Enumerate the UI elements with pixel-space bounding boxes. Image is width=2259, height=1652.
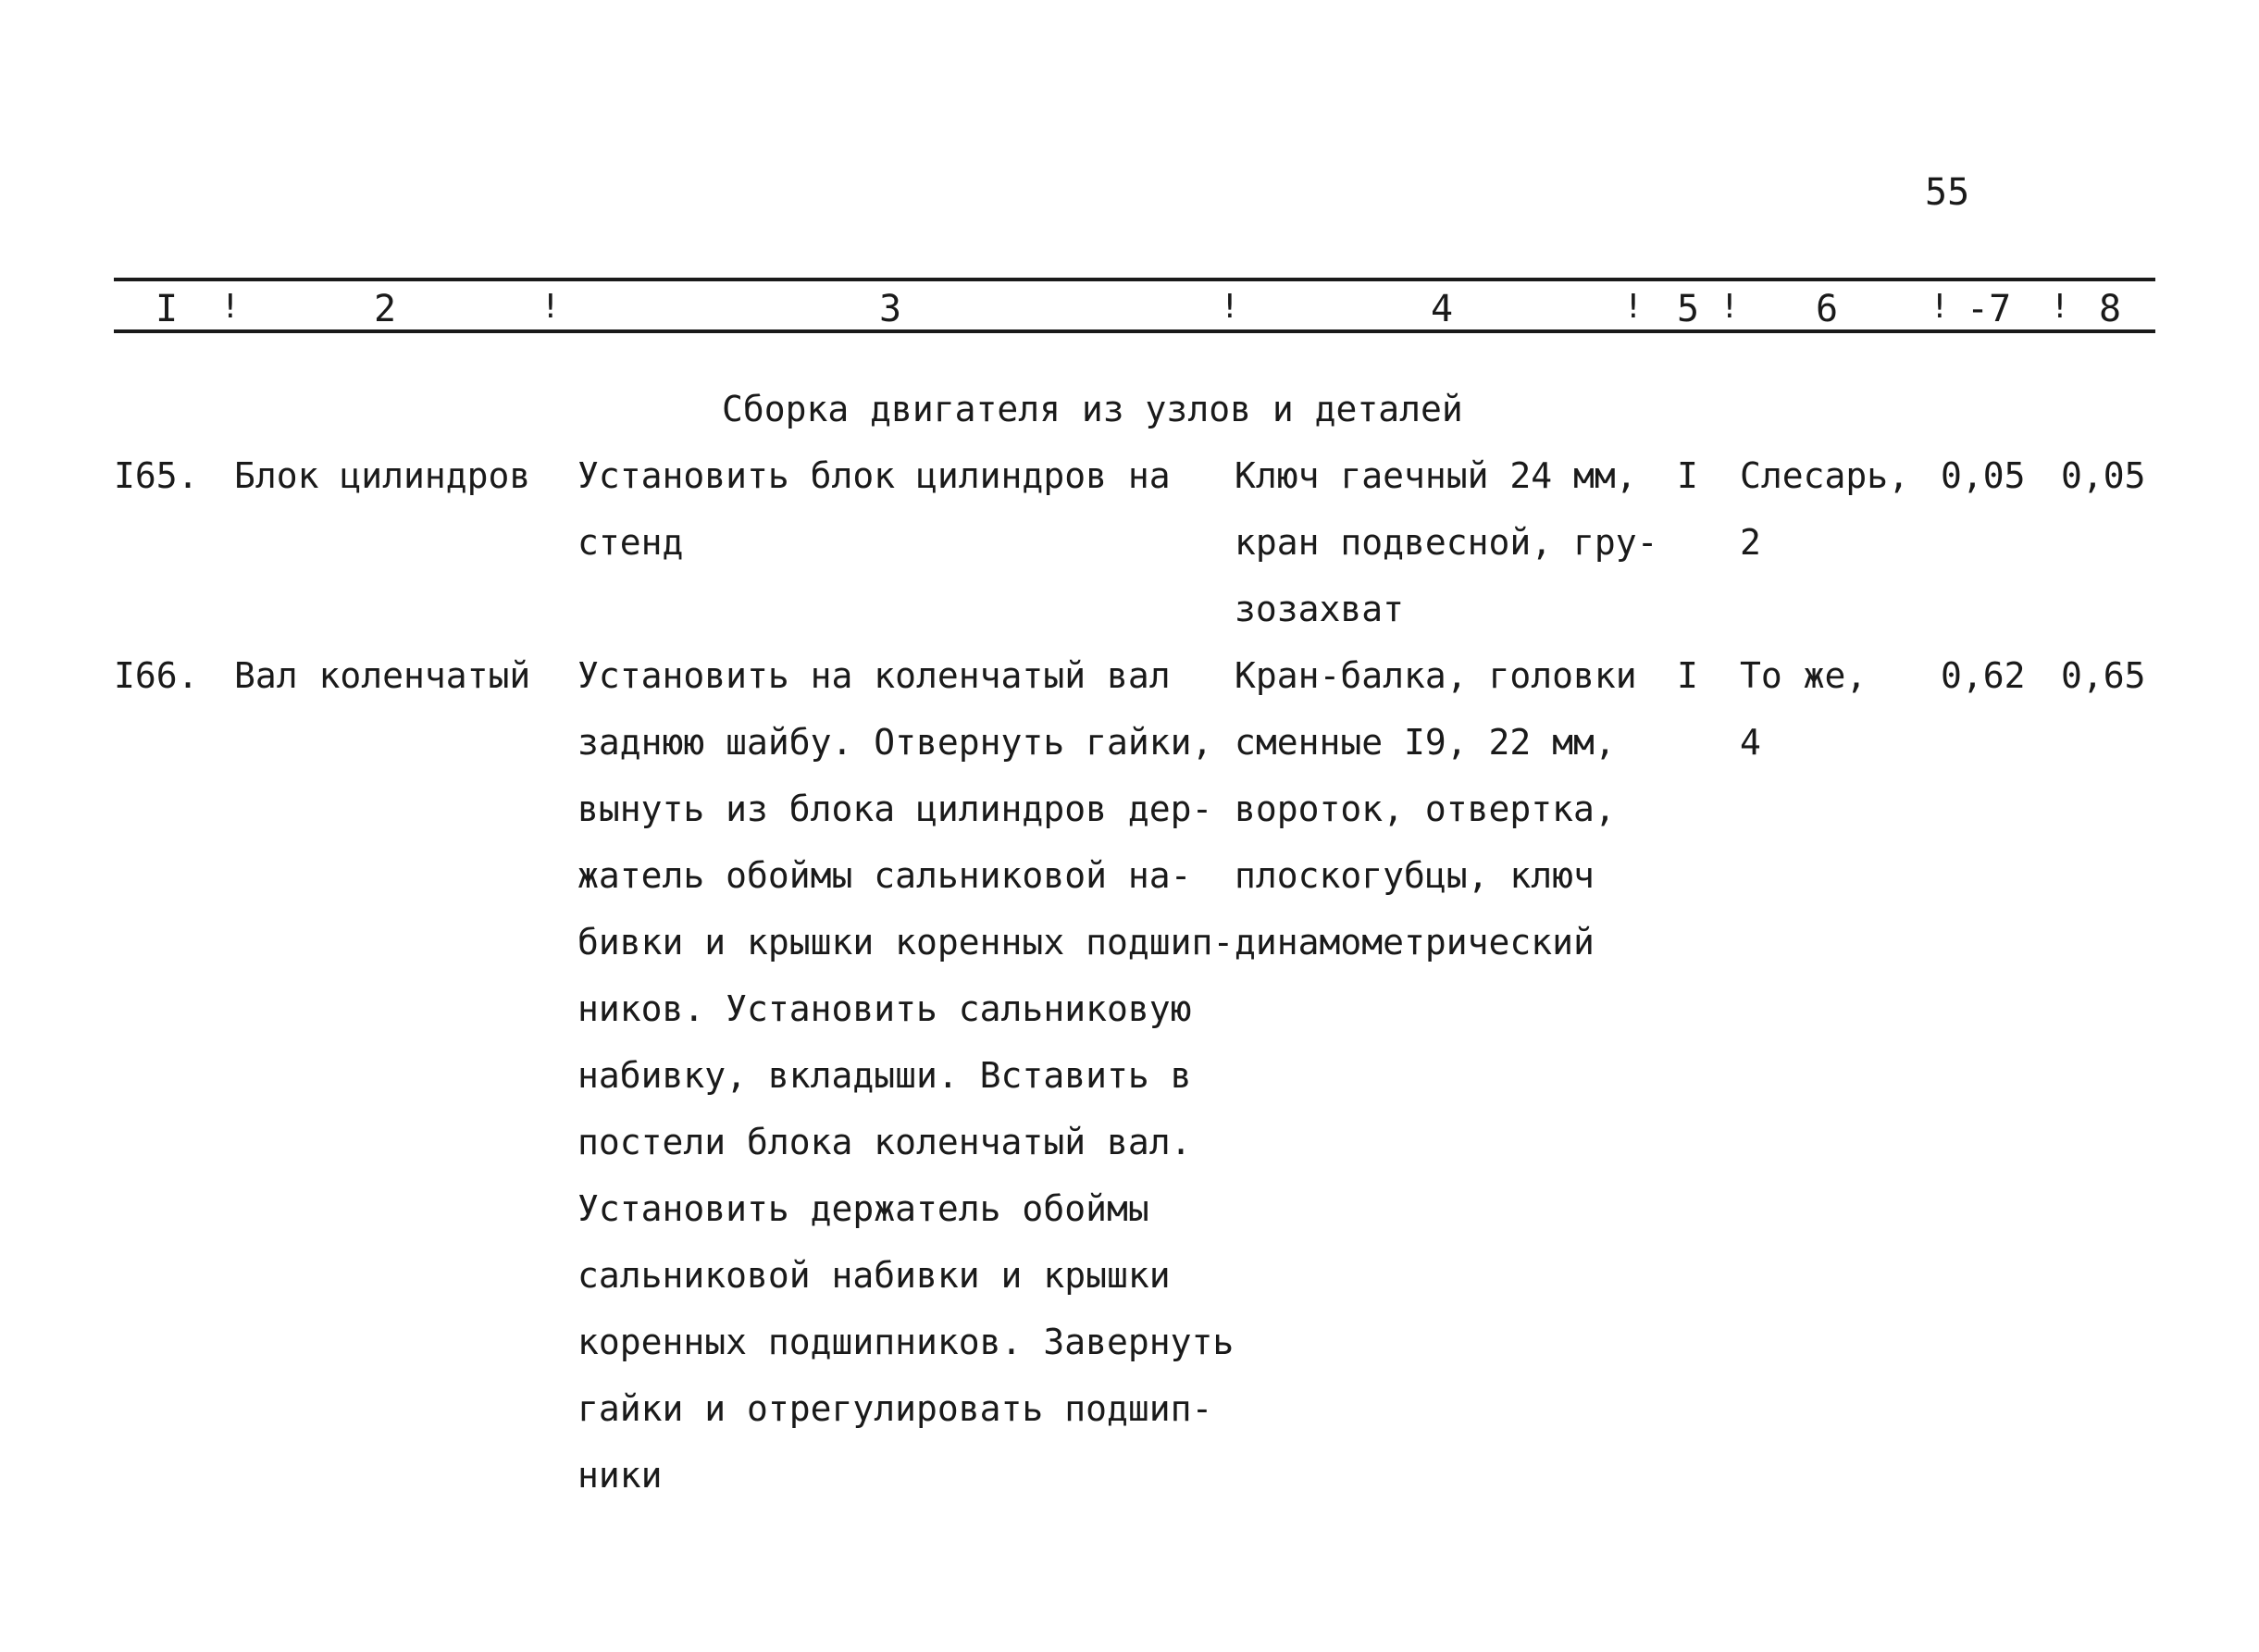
total-time-value: 0,05 (2061, 455, 2146, 496)
column-5-value: I (1677, 655, 1698, 696)
operation-line: Установить блок цилиндров на (577, 455, 1171, 496)
column-separator: ! (1220, 288, 1240, 326)
operation-line: стенд (577, 522, 684, 563)
part-name: Блок цилиндров (234, 455, 531, 496)
operation-line: ники (577, 1455, 663, 1496)
header-top-rule (114, 278, 2155, 281)
operation-text (577, 642, 1234, 1509)
column-separator: ! (540, 288, 561, 326)
column-separator: ! (220, 288, 241, 326)
operation-line: набивку, вкладыши. Вставить в (577, 1055, 1192, 1096)
total-time-value: 0,65 (2061, 655, 2146, 696)
row-number: I65. (114, 455, 199, 496)
column-separator: ! (2050, 288, 2070, 326)
operation-line: ников. Установить сальниковую (577, 988, 1192, 1029)
worker-text (1740, 642, 1867, 776)
page-number: 55 (1925, 171, 1970, 214)
column-header-5: 5 (1677, 288, 1700, 330)
norm-time-value: 0,62 (1941, 655, 2026, 696)
operation-line: Установить на коленчатый вал (577, 655, 1171, 696)
operation-text (577, 442, 1171, 576)
column-header-2: 2 (374, 288, 397, 330)
column-header-1: I (155, 288, 179, 330)
operation-line: Установить держатель обоймы (577, 1188, 1149, 1229)
tools-text (1235, 642, 1637, 975)
tools-line: Кран-балка, головки (1235, 655, 1637, 696)
column-header-6: 6 (1816, 288, 1839, 330)
column-header-3: 3 (879, 288, 902, 330)
part-name: Вал коленчатый (234, 655, 531, 696)
operation-line: бивки и крышки коренных подшип- (577, 922, 1235, 963)
tools-line: Ключ гаечный 24 мм, (1235, 455, 1637, 496)
operation-line: вынуть из блока цилиндров дер- (577, 789, 1213, 829)
norm-time-value: 0,05 (1941, 455, 2026, 496)
tools-line: зозахват (1235, 589, 1405, 629)
operation-line: коренных подшипников. Завернуть (577, 1322, 1235, 1362)
worker-line: Слесарь, (1740, 455, 1910, 496)
tools-line: сменные I9, 22 мм, (1235, 722, 1616, 763)
column-separator: ! (1623, 288, 1644, 326)
column-separator: ! (1930, 288, 1950, 326)
tools-text (1235, 442, 1658, 642)
worker-line: То же, (1740, 655, 1868, 696)
worker-line: 2 (1740, 522, 1761, 563)
operation-line: заднюю шайбу. Отвернуть гайки, (577, 722, 1213, 763)
tools-line: кран подвесной, гру- (1235, 522, 1658, 563)
column-header-8: 8 (2099, 288, 2122, 330)
worker-text (1740, 442, 1909, 576)
column-separator: ! (1719, 288, 1740, 326)
tools-line: вороток, отвертка, (1235, 789, 1616, 829)
operation-line: жатель обоймы сальниковой на- (577, 855, 1192, 896)
tools-line: плоскогубцы, ключ (1235, 855, 1595, 896)
operation-line: сальниковой набивки и крышки (577, 1255, 1171, 1296)
header-bottom-rule (114, 329, 2155, 333)
worker-line: 4 (1740, 722, 1761, 763)
column-header-7: -7 (1967, 288, 2012, 330)
section-title: Сборка двигателя из узлов и деталей (722, 389, 1463, 429)
column-header-4: 4 (1431, 288, 1454, 330)
operation-line: гайки и отрегулировать подшип- (577, 1388, 1213, 1429)
operation-line: постели блока коленчатый вал. (577, 1122, 1192, 1162)
tools-line: динамометрический (1235, 922, 1595, 963)
column-5-value: I (1677, 455, 1698, 496)
row-number: I66. (114, 655, 199, 696)
